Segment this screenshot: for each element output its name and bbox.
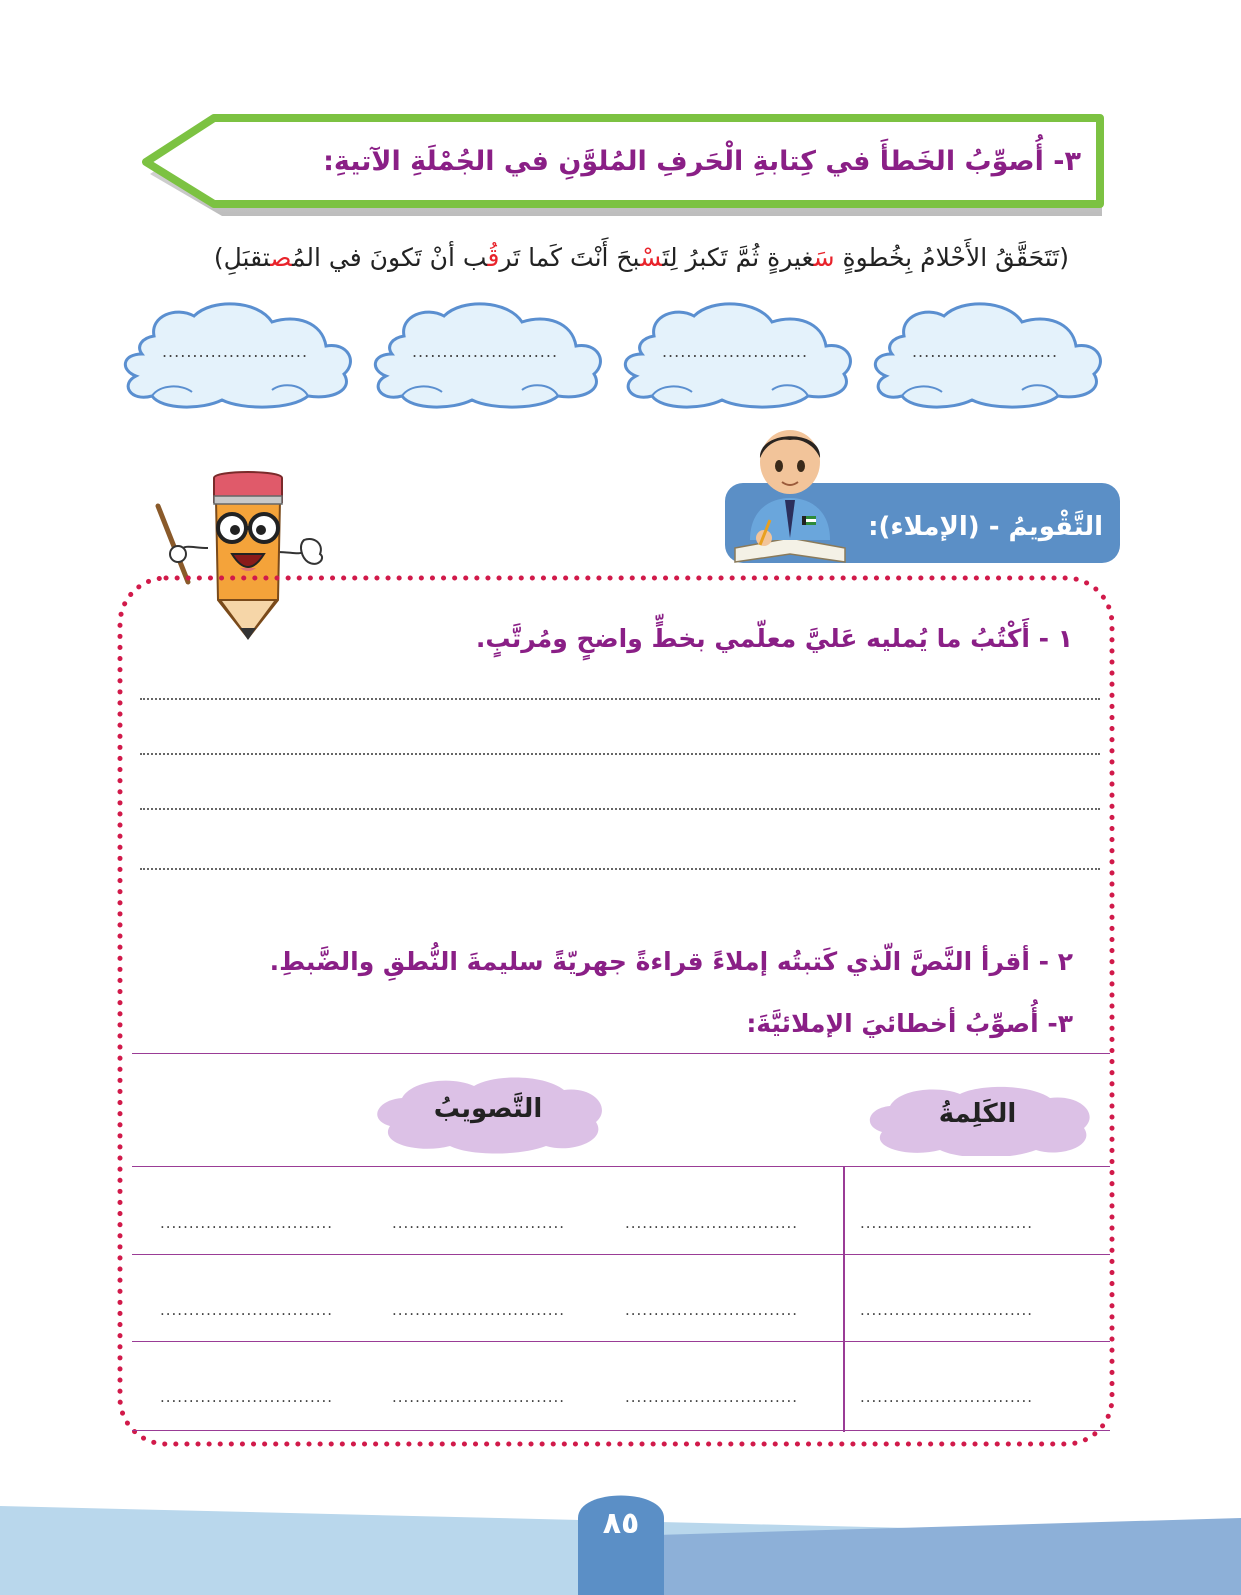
correction-cell[interactable]: .............................. xyxy=(160,1388,334,1406)
correction-cell[interactable]: .............................. xyxy=(392,1388,566,1406)
table-bottom-border xyxy=(132,1430,1110,1431)
answer-cloud[interactable]: ........................ xyxy=(112,292,360,410)
answer-cloud[interactable]: ........................ xyxy=(362,292,610,410)
col-correction-header: التَّصويبُ xyxy=(433,1094,543,1124)
colored-letter: ص xyxy=(270,243,292,272)
item3-title: ٣- أُصوِّبُ أخطائيَ الإملائيَّةَ: xyxy=(746,1009,1073,1038)
student-illustration xyxy=(730,420,850,570)
answer-cloud[interactable]: ........................ xyxy=(862,292,1110,410)
item2-title: ٢ - أقرأ النَّصَّ الّذي كَتبتُه إملاءً قراءةً جهريّةً سليمةَ النُّطقِ والضَّبطِ. xyxy=(269,947,1073,976)
answer-cloud[interactable]: ........................ xyxy=(612,292,860,410)
colored-letter: قُ xyxy=(487,243,500,272)
table-row-border xyxy=(132,1341,1110,1342)
item1-title: ١ - أَكْتُبُ ما يُمليه عَليَّ معلّمي بخطٍّ واضحٍ ومُرتَّبٍ. xyxy=(475,624,1073,653)
table-row-border xyxy=(132,1166,1110,1167)
correction-cell[interactable]: .............................. xyxy=(392,1301,566,1319)
writing-line[interactable] xyxy=(140,753,1100,755)
correction-cell[interactable]: .............................. xyxy=(392,1214,566,1232)
writing-line[interactable] xyxy=(140,808,1100,810)
correction-cell[interactable]: .............................. xyxy=(625,1388,799,1406)
table-column-divider xyxy=(843,1167,845,1432)
section-title: التَّقْويمُ - (الإملاء): xyxy=(868,512,1103,542)
word-cell[interactable]: .............................. xyxy=(860,1301,1034,1319)
correction-cell[interactable]: .............................. xyxy=(160,1301,334,1319)
correction-cell[interactable]: .............................. xyxy=(625,1301,799,1319)
colored-letter: سَ xyxy=(813,243,835,272)
table-top-border xyxy=(132,1053,1110,1054)
word-cell[interactable]: .............................. xyxy=(860,1214,1034,1232)
page-number: ٨٥ xyxy=(602,1506,640,1541)
exercise3-title: ٣- أُصوِّبُ الخَطأَ في كِتابةِ الْحَرفِ المُلوَّنِ في الجُمْلَةِ الآتيةِ: xyxy=(323,146,1081,177)
correction-cell[interactable]: .............................. xyxy=(160,1214,334,1232)
colored-letter: سْ xyxy=(640,243,663,272)
table-row-border xyxy=(132,1254,1110,1255)
writing-line[interactable] xyxy=(140,868,1100,870)
exercise-sentence: (تَتَحَقَّقُ الأَحْلامُ بِخُطوةٍ سَغيرةٍ ثُمَّ تَكبرُ لِتَسْبحَ أَنْتَ كَما تَرقُب أنْ تَكونَ في المُصتقبَلِ) xyxy=(213,243,1069,272)
word-cell[interactable]: .............................. xyxy=(860,1388,1034,1406)
correction-cell[interactable]: .............................. xyxy=(625,1214,799,1232)
writing-line[interactable] xyxy=(140,698,1100,700)
col-word-header: الكَلِمةُ xyxy=(938,1099,1017,1129)
